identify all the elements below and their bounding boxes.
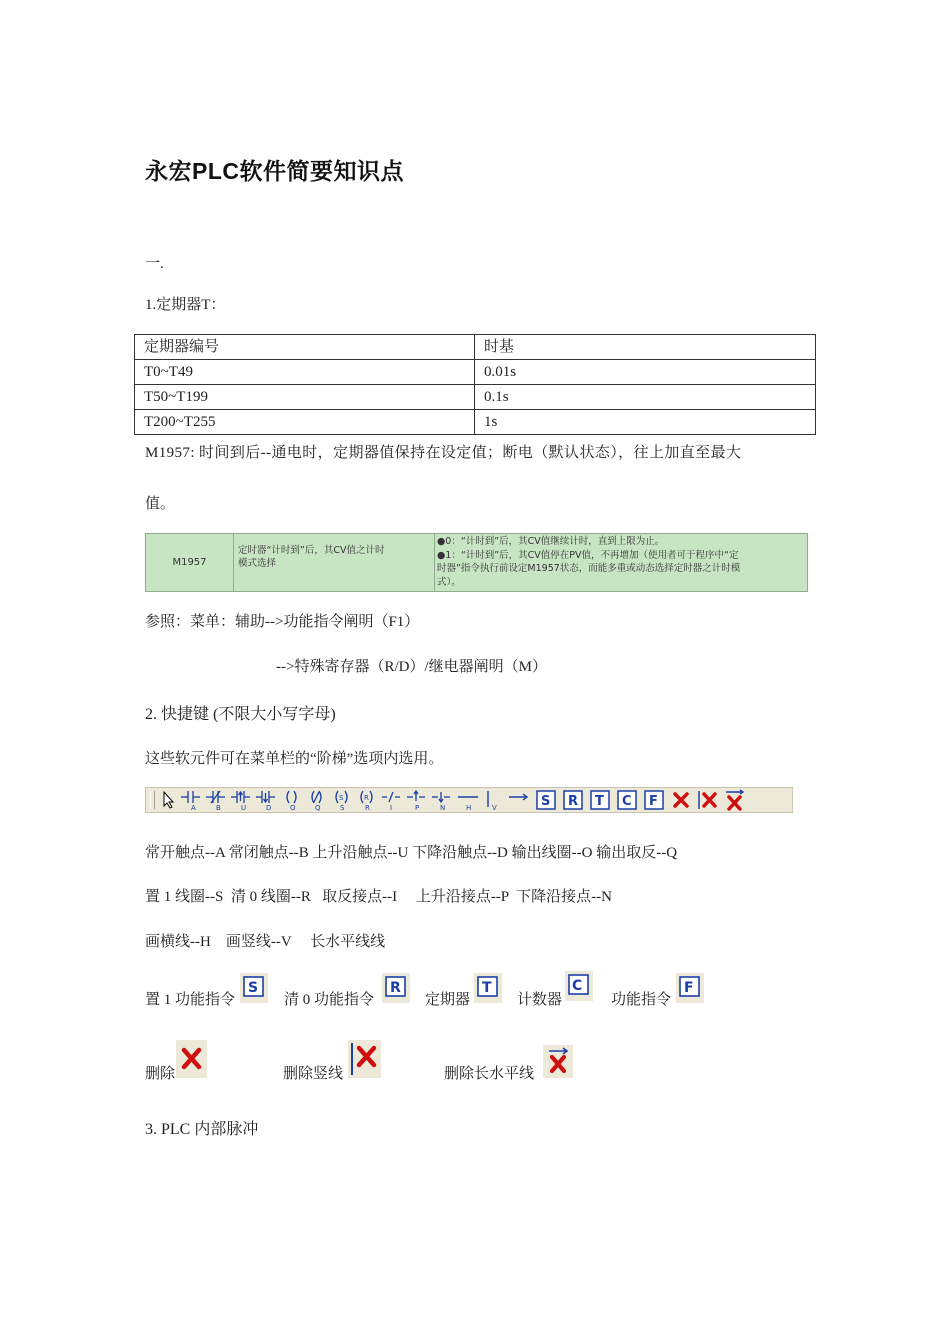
- icon-letter: T: [482, 980, 492, 996]
- timer-function-icon: [474, 973, 502, 1008]
- inverted-coil-icon[interactable]: [304, 789, 329, 811]
- delete-long-horizontal-line-icon: [543, 1045, 573, 1083]
- rising-edge-icon[interactable]: [404, 789, 429, 811]
- shortcut-heading: 2. 快捷键 (不限大小写字母): [145, 706, 336, 723]
- toolbar-letter: N: [439, 804, 445, 811]
- svg-text:R: R: [363, 794, 369, 802]
- toolbar-box-letter: S: [540, 794, 550, 809]
- delete-vertical-line-icon[interactable]: [694, 789, 721, 811]
- toolbar-letter: V: [491, 804, 497, 811]
- delete-long-horizontal-line-label: 删除长水平线: [444, 1066, 535, 1082]
- table-cell: T0~T49: [135, 360, 475, 385]
- timer-heading: 1.定期器T：: [145, 297, 226, 313]
- delete-vertical-line-icon: [348, 1040, 381, 1083]
- set-function-icon: [240, 973, 268, 1008]
- icon-letter: F: [684, 980, 694, 996]
- m1957-option-line: ●1：“计时到”后，其CV值停在PV值，不再增加（使用者可于程序中“定: [437, 549, 739, 561]
- m1957-options-cell: [435, 534, 807, 591]
- table-row: [135, 410, 816, 435]
- toolbar-letter: P: [414, 804, 419, 811]
- reset-coil-icon[interactable]: [354, 789, 379, 811]
- table-cell: 1s: [475, 410, 816, 435]
- m1957-desc-line: 模式选择: [238, 558, 277, 569]
- set-function-icon[interactable]: [532, 789, 559, 811]
- table-row: [135, 385, 816, 410]
- delete-icon[interactable]: [667, 789, 694, 811]
- reference-line-2: -->特殊寄存器（R/D）/继电器阐明（M）: [276, 659, 547, 675]
- m1957-info-box: [145, 533, 808, 592]
- table-cell: 0.01s: [475, 360, 816, 385]
- pulse-heading: 3. PLC 内部脉冲: [145, 1121, 259, 1138]
- m1957-description: M1957: 时间到后--通电时，定期器值保持在设定值；断电（默认状态），往上加直至最大: [145, 445, 742, 461]
- horizontal-line-icon[interactable]: [454, 789, 481, 811]
- invert-contact-icon[interactable]: [379, 789, 404, 811]
- m1957-option-line: ●0：“计时到”后，其CV值继续计时，直到上限为止。: [437, 536, 665, 547]
- table-header-cell: 定期器编号: [135, 335, 475, 360]
- delete-icon: [176, 1040, 207, 1083]
- toolbar-letter: I: [389, 804, 392, 811]
- set-function-label: 置 1 功能指令: [145, 992, 236, 1008]
- output-coil-icon[interactable]: [279, 789, 304, 811]
- m1957-option-line: 时器”指令执行前设定M1957状态，而能多重或动态选择定时器之计时模: [437, 563, 741, 574]
- delete-long-horizontal-line-icon[interactable]: [721, 789, 748, 811]
- normally-closed-contact-icon[interactable]: [204, 789, 229, 811]
- icon-letter: S: [248, 980, 259, 996]
- toolbar-box-letter: C: [621, 794, 632, 809]
- delete-label: 删除: [145, 1066, 176, 1082]
- table-header-row: [135, 335, 816, 360]
- set-coil-icon[interactable]: [329, 789, 354, 811]
- shortcut-intro: 这些软元件可在菜单栏的“阶梯”选项内选用。: [145, 751, 444, 767]
- toolbar-box-letter: R: [567, 794, 578, 809]
- reset-function-icon[interactable]: [559, 789, 586, 811]
- timer-label: 定期器: [425, 992, 471, 1008]
- m1957-register-cell: M1957: [146, 534, 234, 591]
- svg-text:S: S: [338, 794, 343, 802]
- counter-label: 计数器: [517, 992, 563, 1008]
- table-cell: T50~T199: [135, 385, 475, 410]
- timer-table: [134, 334, 816, 435]
- rising-edge-contact-icon[interactable]: [229, 789, 254, 811]
- counter-function-icon: [565, 971, 593, 1006]
- function-instruction-label: 功能指令: [611, 992, 672, 1008]
- toolbar-letter: Q: [314, 804, 321, 811]
- toolbar-box-letter: T: [594, 794, 604, 809]
- toolbar-letter: U: [240, 804, 246, 811]
- m1957-option-line: 式）。: [437, 576, 461, 588]
- toolbar-letter: O: [289, 804, 296, 811]
- pointer-tool-icon[interactable]: [159, 789, 179, 811]
- section-one-label: 一.: [145, 256, 164, 272]
- table-row: [135, 360, 816, 385]
- shortcut-list-line: 常开触点--A 常闭触点--B 上升沿触点--U 下降沿触点--D 输出线圈--O 输出取反--Q: [145, 845, 678, 861]
- falling-edge-contact-icon[interactable]: [254, 789, 279, 811]
- m1957-desc-cell: [234, 534, 435, 591]
- toolbar-grip: [150, 791, 155, 809]
- function-instruction-icon[interactable]: [640, 789, 667, 811]
- icon-letter: C: [572, 978, 583, 994]
- ladder-toolbar: [145, 787, 793, 813]
- clear-function-label: 清 0 功能指令: [284, 992, 375, 1008]
- table-cell: 0.1s: [475, 385, 816, 410]
- counter-function-icon[interactable]: [613, 789, 640, 811]
- shortcut-list-line: 置 1 线圈--S 清 0 线圈--R 取反接点--I 上升沿接点--P 下降沿接点--N: [145, 889, 612, 905]
- icon-letter: R: [390, 980, 401, 996]
- long-horizontal-line-icon[interactable]: [506, 789, 532, 811]
- toolbar-letter: A: [190, 804, 196, 811]
- toolbar-box-letter: F: [648, 794, 658, 809]
- delete-vertical-line-label: 删除竖线: [283, 1066, 344, 1082]
- toolbar-letter: B: [215, 804, 221, 811]
- toolbar-letter: H: [465, 804, 471, 811]
- page-title: 永宏PLC软件简要知识点: [145, 158, 404, 184]
- reset-function-icon: [382, 973, 410, 1008]
- vertical-line-icon[interactable]: [481, 789, 506, 811]
- reference-line: 参照：菜单：辅助-->功能指令阐明（F1）: [145, 614, 420, 630]
- toolbar-letter: R: [364, 804, 370, 811]
- normally-open-contact-icon[interactable]: [179, 789, 204, 811]
- table-header-cell: 时基: [475, 335, 816, 360]
- function-instruction-icon: [676, 973, 704, 1008]
- shortcut-list-line: 画横线--H 画竖线--V 长水平线线: [145, 934, 386, 950]
- toolbar-letter: S: [339, 804, 344, 811]
- falling-edge-icon[interactable]: [429, 789, 454, 811]
- m1957-desc-line: 定时器“计时到”后，其CV值之计时: [238, 545, 385, 556]
- m1957-description-cont: 值。: [145, 496, 176, 512]
- table-cell: T200~T255: [135, 410, 475, 435]
- toolbar-letter: D: [265, 804, 271, 811]
- timer-function-icon[interactable]: [586, 789, 613, 811]
